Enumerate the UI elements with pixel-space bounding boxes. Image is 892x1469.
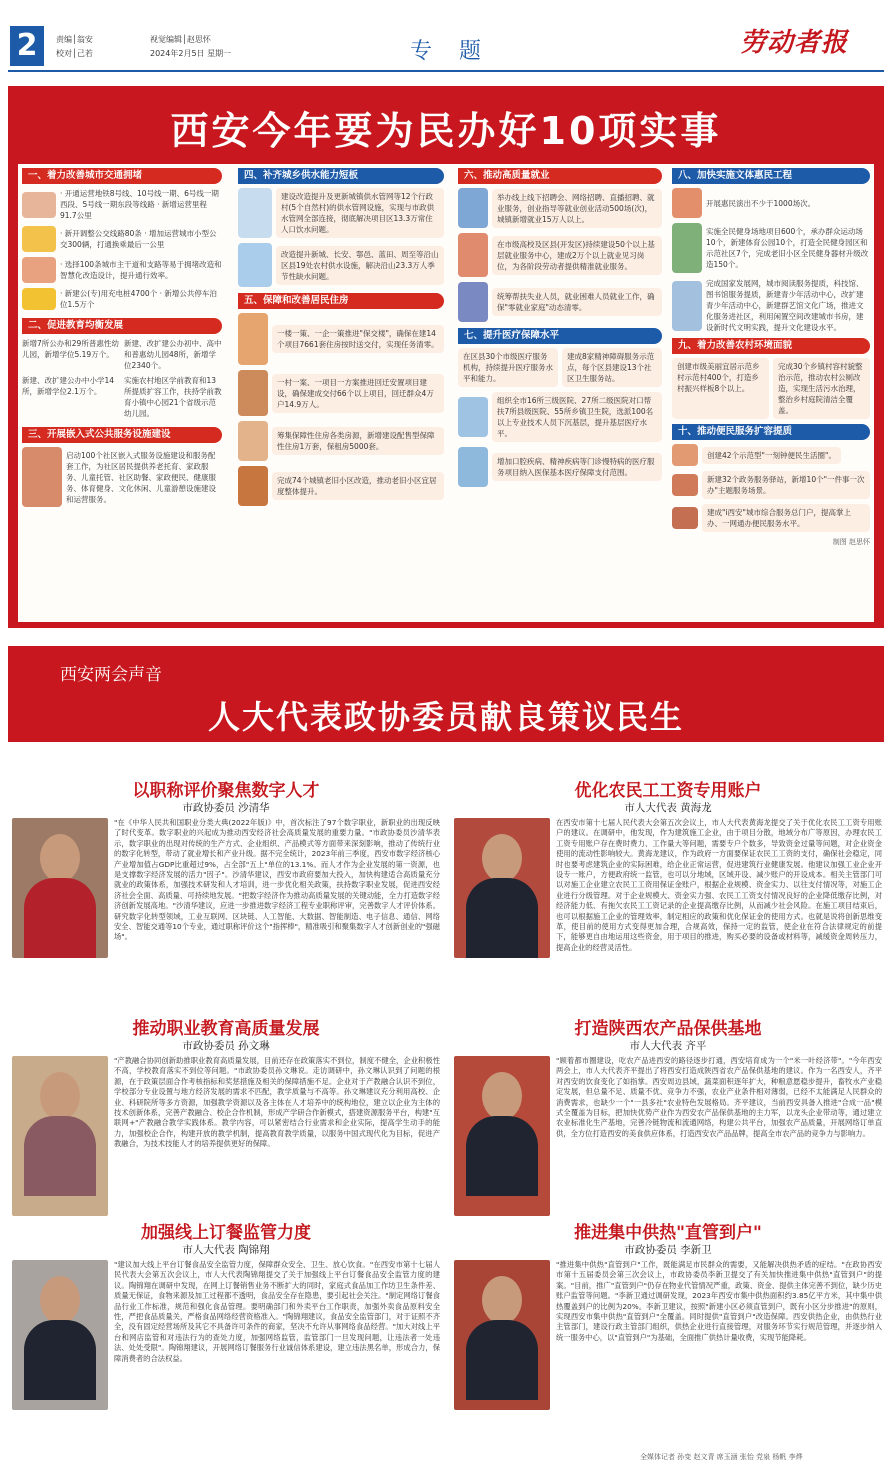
section-text: 新建、改扩建公办中小学14所，新增学位2.1万个。 bbox=[22, 376, 115, 396]
section-text: · 选择100条城市主干道和支路等易于拥堵改造和智慧化改造设计，提升通行效率。 bbox=[60, 260, 222, 280]
article-author: 市政协委员 李新卫 bbox=[624, 1244, 712, 1256]
hospital-icon bbox=[458, 397, 488, 437]
author-photo bbox=[12, 818, 108, 958]
infographic-column-4 bbox=[672, 168, 870, 547]
article-body: "推进集中供热"直管到户"工作，既能满足市民群众的需要，又能解决供热矛盾的症结。"在政协西安市第十五届委员会第三次会议上，市政协委员李新卫提交了有关加快推进集中供热"直管到户"的提案。"目前，推广"直管到户"仍存在物业代管情况严重，政策、资金、提供主体完善不到位，缺少历史账户监管等问题。"李新卫通过调研发现，2023年西安市集中供热面积约3.85亿平方米，其中集中供热覆盖到户的比例为20%。李新卫建议，按照"新建小区必须直管到户，既有小区分步推进"的原则，实现西安市集中供热"直管到户"全覆盖。同时提供"直管到户"改造保障。西安供热企业，由供热行业主管部门，建设行政主管部门组织，供热企业进行直接管理，对服务环节实行规范管理，并逐步纳入统一服务中心，以"直管到户"为基础，全面推广供热计量收费，实现节能降耗。 bbox=[556, 1260, 882, 1342]
sports-icon bbox=[672, 223, 702, 273]
visual-editor-line: 视觉编辑│赵思怀 bbox=[150, 35, 211, 44]
newspaper-logo: 劳动者报 bbox=[740, 28, 849, 58]
road-icon bbox=[22, 257, 56, 283]
section-text: 一楼一策、一企一策推进"保交楼"，确保在建14个项目7661套住房按时送交付，实现任务清零。 bbox=[272, 325, 444, 353]
section-heading: 二、促进教育均衡发展 bbox=[22, 318, 222, 334]
section-heading: 一、着力改善城市交通拥堵 bbox=[22, 168, 222, 184]
section-text: 新增7所公办和29所普惠性幼儿园，新增学位5.19万个。 bbox=[22, 339, 119, 359]
author-photo bbox=[12, 1056, 108, 1216]
article-body: "产教融合协同创新助推职业教育高质量发展，目前还存在政策落实不到位，制度不健全，企业积极性不高，学校教育落实不到位等问题。"市政协委员孙文琳说。走访调研中，孙文琳认识到了问题的根源，在于政策层面合作考核指标和奖惩措施及相关的保障措施不足。企业对于产教融合认识不到位，学校部分专业设置与地方经济发展的需求不匹配，教学质量与不高等。孙文琳建议充分利用高校、企业、科研院所等多方资源，加强教学资源以及各主体在人才培养中的统构地位，建立以企业为主体的技术创新体系，完善产教融合、校企合作机制，形成产学研合作新模式，搭建资源服务平台，构建"互联网+"产教融合教学实践体系。教学内容，可以紧密结合行业需求和企业实际，提高学生动手的能力，加强校企合作，构建开放的教学机制，提高教育教学质量，以服务中国式现代化为目标，促进产教融合，为技术技能人才的培养提供更好的保障。 bbox=[114, 1056, 440, 1149]
section-text: 统筹帮扶失业人员，就业困难人员就业工作，确保"零就业家庭"动态清零。 bbox=[492, 288, 662, 316]
author-photo bbox=[12, 1260, 108, 1410]
section-text: 实施全民健身场地项目600个，承办群众运动场10个，新建体育公园10个，打造全民健身园区和示范社区7个，完成老旧小区全民健身器材升级改造150个。 bbox=[706, 227, 869, 269]
section-text: 一村一案、一项目一方案推进回迁安置项目建设，确保建成交付66个以上项目，回迁群众4万户14.9万人。 bbox=[272, 374, 444, 413]
library-icon bbox=[672, 281, 702, 331]
section-text: 举办线上线下招聘会、网络招聘、直播招聘、就业服务，创业指导等就业创业活动500场(次)，城镇新增就业15万人以上。 bbox=[492, 189, 662, 228]
community-service-icon bbox=[22, 447, 62, 507]
convenience-icon bbox=[672, 444, 698, 466]
section-text: · 新建公(专)用充电桩4700个 · 新增公共停车泊位1.5万个 bbox=[60, 289, 217, 309]
infographic-column-1 bbox=[22, 168, 222, 512]
service-center-icon bbox=[458, 233, 488, 277]
article-body: 在西安市第十七届人民代表大会第五次会议上，市人大代表黄海龙提交了关于优化农民工工资专用账户的建议。在调研中，他发现，作为建筑施工企业，由于项目分散，地域分布广等原因，办理农民工工资专用账户存在费时费力、工作量大等问题，需要专户个数多，导致资金过量等问题，对企业资金使用的流动性影响较大。黄海龙建议，作为政府一方面要保证农民工工资的支付，确保社会稳定，同时也要考虑建筑企业的实际困难，给企业正常运营，促进建筑行业健康发展。他建议加强工业企业开设专一账户，方便政府统一监管，也可以分地域，区域开设、减少账户的开设成本。相关主管部门可以对施工企业建立农民工工资用保证金账户，根据企业规模、资金实力、以往支付情况等，对施工企业进行分级管理。对于企业规模大、资金实力强、农民工工资支付情况良好的企业降低缴存比例，对经济能力低、有拖欠农民工工资记录的企业提高缴存比例，从而减少社会风险。在施工项目结束后，也可以根据施工企业的管理效率，制定相应的政策和优化保证金的使用方式。也就是说将创新思维变革，使目前的使用方式变得更加合理，合规高效，保持一定的监管，使企业在符合法律规定的前提下，能够更自由地运用这些资金，用于项目的推进，购买必要的设备或材料等，减缓资金周转压力，提高企业的经营灵活性。 bbox=[556, 818, 882, 952]
author-photo bbox=[454, 1260, 550, 1410]
section-text: 建成"i西安"城市综合服务总门户，提高掌上办、一网通办便民服务水平。 bbox=[702, 504, 870, 532]
section-text: · 开通运营地铁8号线、10号线一期、6号线一期西段、5号线一期东段等线路 · 新增运营里程91.7公里 bbox=[60, 189, 219, 220]
section-heading: 八、加快实施文体惠民工程 bbox=[672, 168, 870, 184]
section-text: 创建42个示范型"一刻钟便民生活圈"。 bbox=[702, 447, 841, 464]
editor-line: 责编│翁安 bbox=[56, 35, 93, 44]
water-bottle-icon bbox=[238, 243, 272, 287]
worker-icon bbox=[458, 282, 488, 322]
section-text: 在市级高校及区县(开发区)持续建设50个以上基层就业服务中心，建成2万个以上就业见习岗位，为各阶段劳动者提供精准就业服务。 bbox=[492, 236, 662, 275]
performance-icon bbox=[672, 188, 702, 218]
section-text: 完成国家发展网，城市阅读服务提质，科技馆、图书馆服务提质，新建青少年活动中心，改扩建青少年活动中心，新建群艺馆文化广场，推进文化服务进社区，利用闲置空间改建城市书房，建设新时代文明实践，提升文化建设水平。 bbox=[706, 279, 864, 332]
section-text: 实施农村地区学前教育和13所提质扩容工作，扶持学前教育小镇中心园21个省级示范幼儿园。 bbox=[124, 376, 222, 418]
article-agri-supply bbox=[454, 1014, 882, 1234]
article-author: 市政协委员 孙文琳 bbox=[182, 1040, 270, 1052]
author-photo bbox=[454, 1056, 550, 1216]
water-tap-icon bbox=[238, 188, 272, 238]
section-text: 新建、改扩建公办初中、高中和普惠幼儿园48所，新增学位2340个。 bbox=[124, 339, 222, 370]
banner-title: 人大代表政协委员献良策议民生 bbox=[207, 698, 684, 736]
section-heading: 五、保障和改善居民住房 bbox=[238, 293, 444, 309]
article-vocational-education bbox=[12, 1014, 440, 1234]
housing-icon bbox=[238, 421, 268, 461]
article-digital-talent bbox=[12, 776, 440, 1014]
infographic-title: 西安今年要为民办好10项实事 bbox=[170, 109, 722, 153]
bus-icon bbox=[22, 226, 56, 252]
section-text: 增加口腔疾病、精神疾病等门诊慢特病的医疗服务项目纳入医保基本医疗保障支付范围。 bbox=[492, 453, 662, 481]
section-text: 启动100个社区嵌入式服务设施建设和服务配套工作，为社区居民提供养老托育、家政服务、儿童托管、社区助餐、家政便民、健康服务、体育健身、文化休闲、儿童游憩设施建设和运营服务。 bbox=[66, 450, 216, 504]
article-title: 推进集中供热"直管到户" bbox=[574, 1223, 762, 1243]
issue-date: 2024年2月5日 星期一 bbox=[150, 49, 232, 58]
section-topic: 专 题 bbox=[410, 39, 491, 64]
section-text: 筹集保障性住房各类房源，新增建设配售型保障性住房1万套，保租房5000套。 bbox=[272, 427, 444, 455]
article-author: 市政协委员 沙清华 bbox=[182, 802, 270, 814]
section-text: 完成30个乡镇村容村貌整治示范，推动农村公厕改造，实现生活污水治理，整治乡村庭院清洁全覆盖。 bbox=[773, 358, 870, 419]
page-number: 2 bbox=[10, 26, 44, 66]
section-heading: 七、提升医疗保障水平 bbox=[458, 328, 662, 344]
article-body: "建议加大线上平台订餐食品安全监管力度，保障群众安全、卫生、放心饮食。"在西安市第十七届人民代表大会第五次会议上，市人大代表陶锦翔提交了关于加强线上平台订餐食品安全监管力度的建议。陶锦翔在调研中发现，在网上订餐销售业务不断扩大的同时，家庭式食品加工作坊卫生条件差、质量无保证，食物来源及加工过程都不透明，食品安全存在隐患，要引起社会关注。"制定网络订餐食品行业工作标准，规范和强化食品管理。要明确部门和外卖平台工作职责，加强外卖食品原料安全性，严把食品质量关，严格食品网络经营资格准入。"陶锦翔建议，食品安全监管部门，对于证照不齐全，没有固定经营场所及其它不具备许可条件的商家，坚决不允许从事网络食品经营。"加大对线上平台和网店监管和对违法行为的查处力度，加强网络监管，监管部门一旦发现问题，让违法者一处违法、处处受限"。陶锦翔建议，开展网络订餐服务行业诚信体系建设，建立违法黑名单，形成合力，保障消费者的合法权益。 bbox=[114, 1260, 440, 1363]
section-heading: 四、补齐城乡供水能力短板 bbox=[238, 168, 444, 184]
village-icon bbox=[238, 370, 268, 416]
proofreader-line: 校对│己若 bbox=[56, 49, 93, 58]
banner-subtitle: 西安两会声音 bbox=[60, 665, 162, 685]
section-heading: 六、推动高质量就业 bbox=[458, 168, 662, 184]
building-icon bbox=[238, 313, 268, 365]
article-author: 市人大代表 陶锦翔 bbox=[182, 1244, 270, 1256]
section-text: 创建市级美丽宜居示范乡村示范村400个，打造乡村振兴样板8个以上。 bbox=[672, 358, 769, 419]
author-photo bbox=[454, 818, 550, 958]
section-text: 建成8家精神障碍服务示范点，每个区县建设13个社区卫生服务站。 bbox=[562, 348, 662, 387]
graphic-credit: 制图 赵思怀 bbox=[832, 538, 870, 546]
section-heading: 十、推动便民服务扩容提质 bbox=[672, 424, 870, 440]
portal-icon bbox=[672, 507, 698, 529]
article-title: 优化农民工工资专用账户 bbox=[574, 781, 762, 801]
article-title: 加强线上订餐监管力度 bbox=[141, 1223, 311, 1243]
article-body: "顾着都市圈建设，吃农产品进西安的路径逐步打通，西安培育成为一个"米一叶经济带"。"今年西安两会上，市人大代表齐平提出了将西安打造成陕西省农产品保供基地的建议。作为一名西安人，齐平对西安的饮食变化了如指掌。西安周边县域，蔬菜面积逐年扩大，种粮意愿稳步提升，畜牧水产业稳定发展，但总量不足、质量不优、竞争力不强，农业产业条件相对薄弱，已经不太能满足人民群众的消费需求，也缺少一个"一县多社"农业特色发展格局。齐平建议，当前西安具备入推进"合成一品"模式全覆盖为目标，把加快优势产业作为西安农产品保供基地的主力军，以龙头企业带动等，通过建立农业标准化生产基地，完善冷链物流和流通网络，构建公共平台，加强农产品质量，开展网络订单直供，全方位打造西安的美食供应体系，打造西安农产品品牌，提高全市农产品的竞争力与影响力。 bbox=[556, 1056, 882, 1138]
article-wage-account bbox=[454, 776, 882, 1014]
car-charging-icon bbox=[22, 288, 56, 310]
section-text: 新建32个政务服务驿站，新增10个"一件事一次办"主题服务场景。 bbox=[702, 471, 870, 499]
section-text: 组织全市16所三级医院、27所二级医院对口帮扶7所县级医院、55所乡镇卫生院，选派100名以上专业技术人员下沉基层，提升基层医疗水平。 bbox=[492, 392, 662, 442]
article-author: 市人大代表 齐平 bbox=[629, 1040, 707, 1052]
section-heading: 三、开展嵌入式公共服务设施建设 bbox=[22, 427, 222, 443]
article-body: "在《中华人民共和国职业分类大典(2022年版)》中，首次标注了97个数字职业，新职业的出现反映了时代变革。数字职业的兴起成为推动西安经济社会高质量发展的重要力量。"市政协委员沙清华表示，数字职业的出现对传统的生产方式、企业组织、产品模式等方面带来深刻影响，推动了传统行业的数字化转型，带动了就业增长和产业升级。据不完全统计，2023年前三季度，西安市数字经济核心产业增加值占GDP比重超过9%，占全部"五上"单位的13.1%。而人才作为企业发展的第一资源，也是支撑数字经济发展的活力"因子"。沙清华建议，西安市政府要加大投入，加快构建适合高质量充分就业的政策体系，加强技术研发和人才培训，进一步优化相关政策，扶持数字职业发展，促进西安经济社会全面、高质量、可持续地发展。"把数字经济作为推动高质量发展的关键动能，全力打造数字经济创新发展高地。"沙清华建议，应进一步推进数字经济工程专业职称评审，完善数字人才评价体系。研究数字化转型领域，工业互联网、区块链、人工智能、大数据、智能制造、电子信息、通信、网络安全、智能交通等10个专业，通过职称评价这个"指挥棒"，精准吸引和聚集数字人才创新创业的"强磁场"。 bbox=[114, 818, 440, 942]
infographic-column-3 bbox=[458, 168, 662, 492]
doctor-icon bbox=[458, 447, 488, 487]
article-author: 市人大代表 黄海龙 bbox=[624, 802, 712, 814]
section-text: · 新开调整公交线路80条 · 增加运营城市小型公交300辆，打通换乘最后一公里 bbox=[60, 229, 217, 249]
article-title: 打造陕西农产品保供基地 bbox=[574, 1019, 762, 1039]
section-text: 开展惠民演出不少于1000场次。 bbox=[706, 198, 816, 208]
residential-icon bbox=[238, 466, 268, 506]
section-text: 完成74个城镇老旧小区改造，推动老旧小区宜居度整体提升。 bbox=[272, 472, 444, 500]
job-seeker-icon bbox=[458, 188, 488, 228]
service-station-icon bbox=[672, 474, 698, 496]
section-text: 改造提升新城、长安、鄠邑、蓝田、周至等沿山区县19处农村供水设施，解决沿山23.3万人季节性缺水问题。 bbox=[276, 246, 444, 285]
section-text: 在区县30个市级医疗服务机构，持续提升医疗服务水平和能力。 bbox=[458, 348, 558, 387]
section-text: 建设改造提升及更新城镇供水管网等12个行政村(5个自然村)的供水管网设施，实现与市政供水管网全部连接，彻底解决项目区13.3万常住人口饮水问题。 bbox=[276, 188, 444, 238]
article-central-heating bbox=[454, 1218, 882, 1450]
infographic-column-2 bbox=[238, 168, 444, 511]
article-food-delivery bbox=[12, 1218, 440, 1450]
header-divider bbox=[8, 70, 884, 72]
article-title: 以职称评价聚焦数字人才 bbox=[132, 781, 320, 801]
section-heading: 九、着力改善农村环境面貌 bbox=[672, 338, 870, 354]
metro-icon bbox=[22, 192, 56, 218]
article-title: 推动职业教育高质量发展 bbox=[132, 1019, 320, 1039]
reporter-credit: 全媒体记者 孙变 赵文青 席玉涵 张怡 党泉 杨帆 李烨 bbox=[640, 1453, 803, 1461]
